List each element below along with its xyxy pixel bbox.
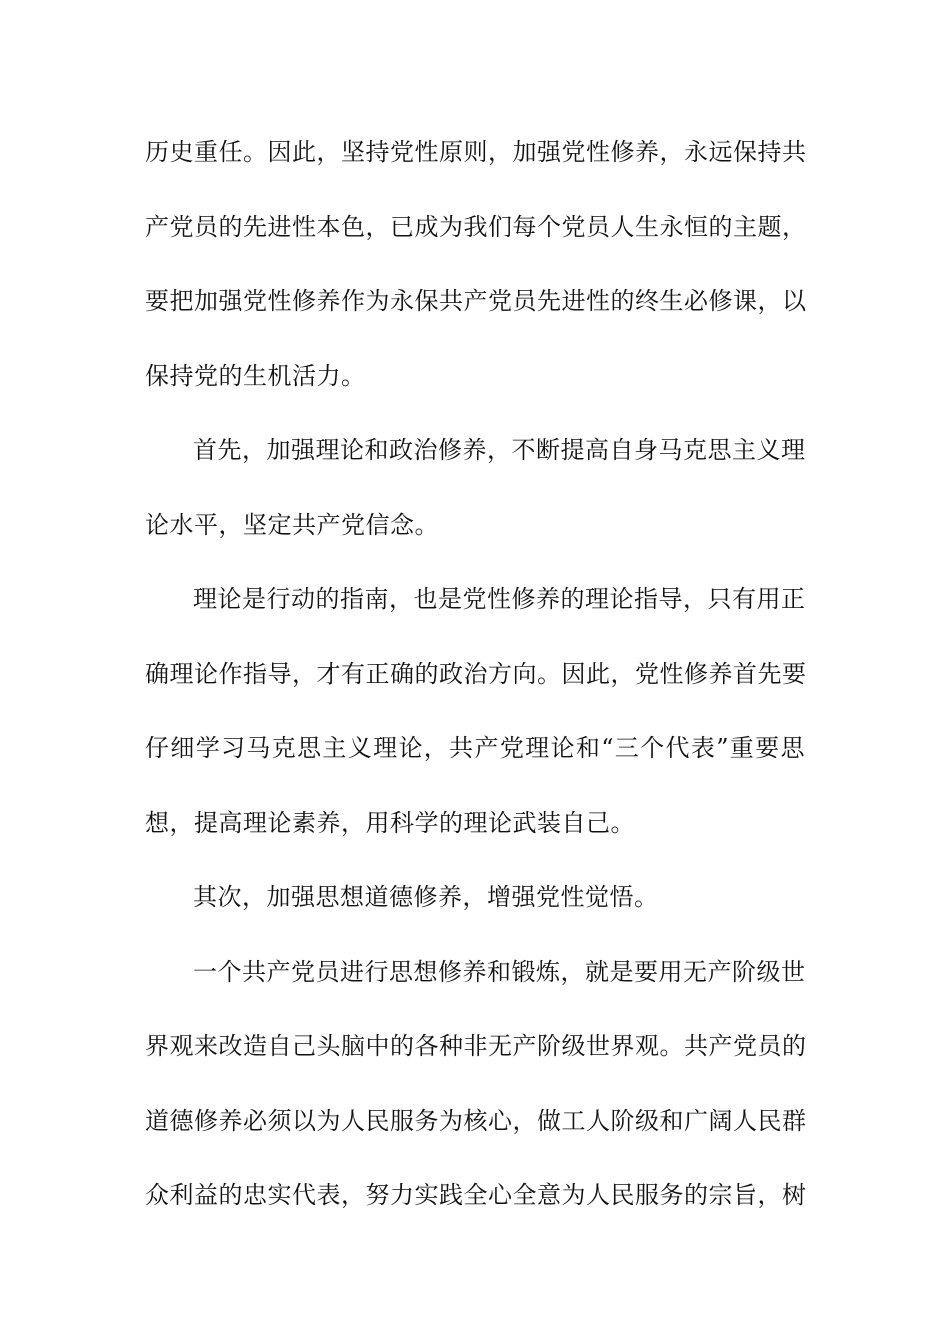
- text-line: 众利益的忠实代表，努力实践全心全意为人民服务的宗旨，树: [145, 1181, 807, 1209]
- text-line: 其次，加强思想道德修养，增强党性觉悟。: [193, 883, 659, 911]
- text-line: 界观来改造自己头脑中的各种非无产阶级世界观。共产党员的: [145, 1032, 807, 1060]
- text-line: 历史重任。因此，坚持党性原则，加强党性修养，永远保持共: [145, 138, 807, 166]
- text-line: 要把加强党性修养作为永保共产党员先进性的终生必修课，以: [145, 287, 807, 315]
- text-line: 确理论作指导，才有正确的政治方向。因此，党性修养首先要: [145, 659, 807, 688]
- text-line: 论水平，坚定共产党信念。: [145, 510, 439, 539]
- body-text: [145, 128, 805, 1246]
- text-line: 仔细学习马克思主义理论，共产党理论和“三个代表”重要思: [145, 734, 805, 762]
- text-line: 保持党的生机活力。: [145, 361, 366, 390]
- text-line: 道德修养必须以为人民服务为核心，做工人阶级和广阔人民群: [145, 1106, 807, 1135]
- text-line: 产党员的先进性本色，已成为我们每个党员人生永恒的主题，: [145, 212, 807, 241]
- text-line: 想，提高理论素养，用科学的理论武装自己。: [145, 808, 635, 837]
- text-line: 理论是行动的指南，也是党性修养的理论指导，只有用正: [193, 585, 806, 613]
- text-line: 首先，加强理论和政治修养，不断提高自身马克思主义理: [193, 436, 806, 464]
- text-line: 一个共产党员进行思想修养和锻炼，就是要用无产阶级世: [193, 957, 806, 986]
